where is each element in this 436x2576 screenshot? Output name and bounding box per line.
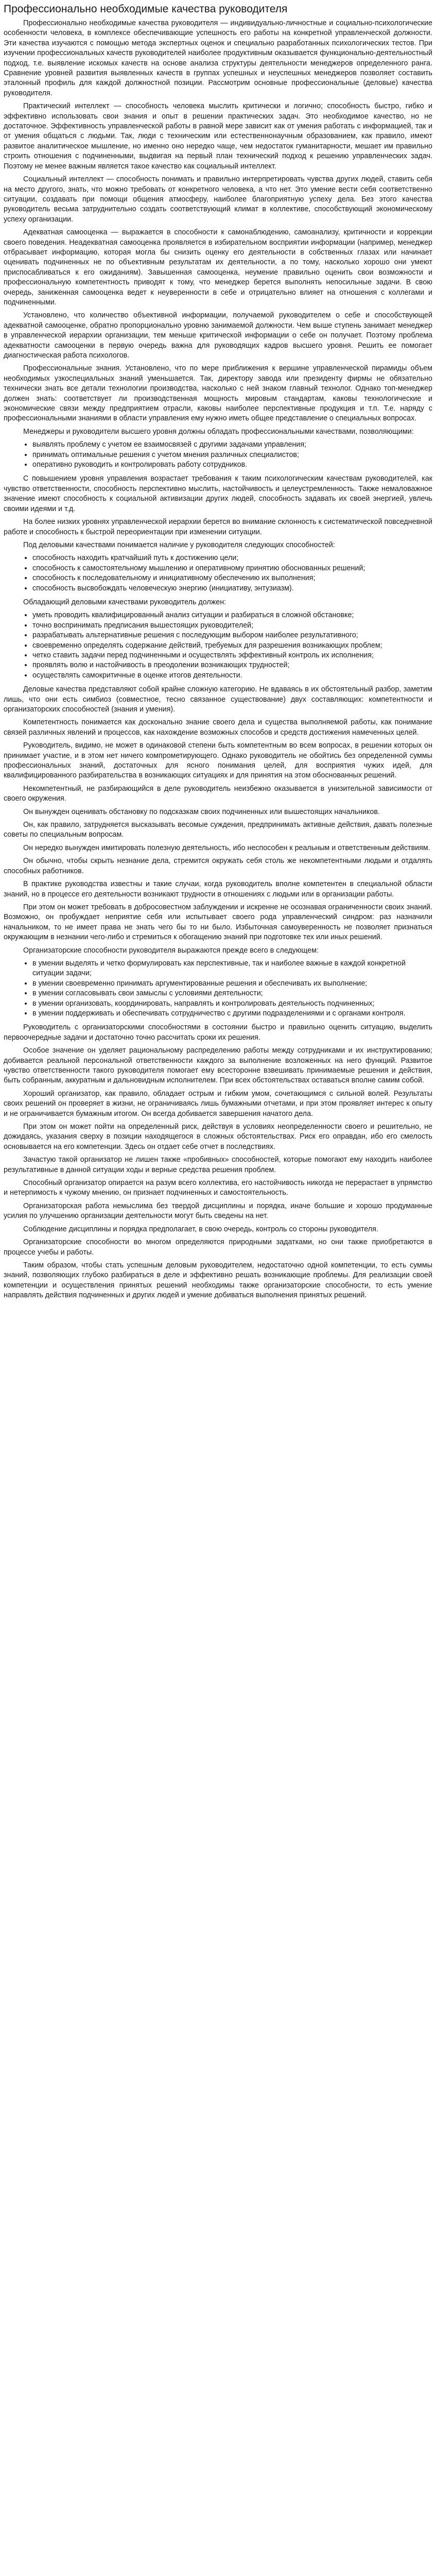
paragraph: Деловые качества представляют собой крайне сложную категорию. Не вдаваясь в их обстоятельный разбор, заметим лишь, что они есть симбиоз (совместное, тесно связанное существование) двух составляющих: компетентности и организаторских способностей (знания и умения). xyxy=(4,685,432,714)
paragraph: Социальный интеллект — способность понимать и правильно интерпретировать чувства других людей, ставить себя на место другого, знать, что можно требовать от конкретного человека, а что нет. Это умение вести себя соответственно ситуации, создавать при помощи общения атмосферу, наиболее благоприятную успеху дела. Без этого качества руководитель весьма затруднительно создать соответствующий климат в коллективе, способствующий экономическому успеху организации. xyxy=(4,175,432,224)
paragraph: Организаторские способности руководителя выражаются прежде всего в следующем: xyxy=(23,946,319,955)
list-item: • способность к последовательному и инициативному обеспечению их выполнения; xyxy=(32,573,432,583)
paragraph: Руководитель с организаторскими способностями в состоянии быстро и правильно оценить ситуацию, выделить первоочередные задачи и достаточно точно рассчитать сроки их решения. xyxy=(4,1023,432,1042)
list-item: • в умении поддерживать и обеспечивать сотрудничество с другими подразделениями и с органами контроля. xyxy=(32,1009,432,1019)
bullet-list xyxy=(4,959,432,1019)
paragraph: Он нередко вынужден имитировать полезную деятельность, ибо неспособен к реальным и ответственным действиям. xyxy=(23,843,430,852)
list-item: • принимать оптимальные решения с учетом мнения различных специалистов; xyxy=(32,450,432,460)
paragraph: В практике руководства известны и такие случаи, когда руководитель вполне компетентен в специальной области знаний, но в процессе его деятельности возникают трудности в отношениях с людьми или в организации работы. xyxy=(4,880,432,899)
paragraph: Особое значение он уделяет рациональному распределению работы между сотрудниками и их инструктированию; добивается реальной персональной ответственности каждого за выполнение возложенных на него функций. Развитое чувство ответственности такого руководителя помогает ему всесторонне взвешивать принимаемые решения и действия, быть собранным, аккуратным и дальновидным исполнителем. При всех обстоятельствах оставаться вполне самим собой. xyxy=(4,1046,432,1085)
list-item: • способность находить кратчайший путь к достижению цели; xyxy=(32,553,432,563)
paragraph: Обладающий деловыми качествами руководитель должен: xyxy=(23,598,226,606)
list-item: • в умении своевременно принимать аргументированные решения и обеспечивать их выполнение; xyxy=(32,979,432,989)
paragraph: Практический интеллект — способность человека мыслить критически и логично; способность быстро, гибко и эффективно использовать свои знания и опыт в решении практических задач. Это необходимое качество, но не достаточное. Эффективность управленческой работы в равной мере зависит как от умения работать с информацией, так и от умения общаться с людьми. Так, люди с техническим или естественнонаучным образованием, как правило, имеют развитое аналитическое мышление, но именно оно нередко чаще, чем недостаток гуманитарности, мешает им правильно строить отношения с подчиненными, выдвигая на первый план технический подход к решению управленческих задач. Поэтому не менее важным является такое качество как социальный интеллект. xyxy=(4,102,432,171)
list-item: • осуществлять самокритичные в оценке итогов деятельности. xyxy=(32,671,432,681)
list-item: • уметь проводить квалифицированный анализ ситуации и разбираться в сложной обстановке; xyxy=(32,611,432,620)
paragraph: Способный организатор опирается на разум всего коллектива, его настойчивость никогда не перерастает в упрямство и нетерпимость к чужому мнению, он признает подчиненных и самостоятельность. xyxy=(4,1179,432,1197)
list-item: • оперативно руководить и контролировать работу сотрудников. xyxy=(32,460,432,470)
paragraph: Таким образом, чтобы стать успешным деловым руководителем, недостаточно одной компетенции, то есть суммы знаний, позволяющих глубоко разбираться в деле и эффективно решать возникающие проблемы. Для реализации своей компетенции и осуществления принятых решений необходимы также организаторские способности, то есть умение направлять действия подчиненных и других людей и умение добиваться выполнения принятых решений. xyxy=(4,1261,432,1300)
paragraph: Профессионально необходимые качества руководителя — индивидуально-личностные и социально-психологические особенности человека, в комплексе обеспечивающие успешность его работы на конкретной управленческой должности. Эти качества изучаются с помощью метода экспертных оценок и специально разработанных психологических тестов. При изучении профессиональных качеств руководителей наиболее продуктивным оказывается функционально-деятельностный подход, т.е. выявление искомых качеств на основе анализа структуры деятельности менеджеров определенного ранга. Сравнение уровней развития выявленных качеств в группах успешных и неуспешных менеджеров позволяет составить эталонный профиль для каждой должностной позиции. Рассмотрим основные профессиональные (деловые) качества руководителя. xyxy=(4,19,432,97)
bullet-list xyxy=(4,611,432,681)
list-item: • в умении организовать, координировать, направлять и контролировать деятельность подчиненных; xyxy=(32,999,432,1009)
paragraph: Под деловыми качествами понимается наличие у руководителя следующих способностей: xyxy=(23,540,335,549)
paragraph: При этом он может пойти на определенный риск, действуя в условиях неопределенности своего и решительно, не дожидаясь, указания сверху в позиции находящегося в сложных обстоятельствах. Риск его оправдан, ибо его смелость основывается на его компетенции. Здесь он отдает себе отчет в последствиях. xyxy=(4,1123,432,1151)
paragraph: При этом он может требовать в добросовестном заблуждении и искренне не осознавая ограниченности своих знаний. Возможно, он пробуждает неприятие себя или испытывает своего рода управленческий синдром: раз назначили начальником, то не имеет права не знать чего бы то ни было. Избыточная самоуверенность не позволяет признаться окружающим в незнании чего-либо и стремиться к обогащению знаний при подготовке тех или иных решений. xyxy=(4,903,432,942)
bullet-list xyxy=(4,553,432,594)
paragraph: Некомпетентный, не разбирающийся в деле руководитель неизбежно оказывается в унизительной зависимости от своего окружения. xyxy=(4,784,432,803)
page-title: Профессионально необходимые качества руководителя xyxy=(4,3,288,15)
paragraph: Менеджеры и руководители высшего уровня должны обладать профессиональными качествами, позволяющими: xyxy=(23,427,414,436)
paragraph: Компетентность понимается как досконально знание своего дела и существа выполняемой работы, как понимание связей различных явлений и процессов, как нахождение возможных способов и средств достижения намеченных целей. xyxy=(4,718,432,737)
document-body xyxy=(4,19,432,1301)
paragraph: Соблюдение дисциплины и порядка предполагает, в свою очередь, контроль со стороны руководителя. xyxy=(23,1225,378,1233)
paragraph: Адекватная самооценка — выражается в способности к самонаблюдению, самоанализу, критичности и коррекции своего поведения. Неадекватная самооценка проявляется в избирательном восприятии информации (например, менеджер отбрасывает информацию, которая могла бы снизить оценку его деятельности в собственных глазах или начинает оценивать подчиненных не по объективным результатам их деятельности, а по тому, насколько хорошо они умеют приспосабливаться к его ожиданиям). Завышенная самооценка, неумение правильно оценить свои возможности и профессиональную компетентность приводят к тому, что менеджер берется выполнять непосильные задачи. В свою очередь, заниженная самооценка ведет к неуверенности в себе и отрицательно влияет на отношения с коллегами и подчиненными. xyxy=(4,228,432,307)
bullet-list xyxy=(4,440,432,470)
paragraph: Организаторская работа немыслима без твердой дисциплины и порядка, иначе большие и хорошо продуманные усилия по улучшению организации деятельности могут быть сведены на нет. xyxy=(4,1201,432,1221)
paragraph: Организаторские способности во многом определяются природными задатками, но они также приобретаются в процессе учебы и работы. xyxy=(4,1238,432,1257)
paragraph: На более низких уровнях управленческой иерархии берется во внимание склонность к систематической повседневной работе и способность к быстрой переориентации при изменении ситуации. xyxy=(4,518,432,536)
list-item: • разрабатывать альтернативные решения с последующим выбором наиболее результативного; xyxy=(32,631,432,640)
paragraph: С повышением уровня управления возрастает требования к таким психологическим качествам руководителей, как чувство ответственности, способность перспективно мыслить, настойчивость и целеустремленность. Также немаловажное значение имеют способность к социальной активизации других людей, способность задавать их своей энергией, увлечь своими идеями и т.д. xyxy=(4,474,432,513)
list-item: • своевременно определять содержание действий, требуемых для разрешения возникающих проблем; xyxy=(32,641,432,651)
list-item: • проявлять волю и настойчивость в преодолении возникающих трудностей; xyxy=(32,660,432,670)
list-item: • в умении выделять и четко формулировать как перспективные, так и наиболее важные в каждой конкретной ситуации задачи; xyxy=(32,959,432,979)
list-item: • выявлять проблему с учетом ее взаимосвязей с другими задачами управления; xyxy=(32,440,432,450)
paragraph: Хороший организатор, как правило, обладает острым и гибким умом, сочетающимся с сильной волей. Результаты своих решений он проверяет в жизни, не ограничиваясь лишь бумажными отчетами, и при этом проявляет интерес к опыту и не ограничивается бумажным итогом. Он всегда добивается завершения начатого дела. xyxy=(4,1089,432,1118)
list-item: • способность к самостоятельному мышлению и оперативному принятию обоснованных решений; xyxy=(32,564,432,573)
paragraph: Зачастую такой организатор не лишен также «пробивных» способностей, которые помогают ему находить наиболее результативные в данной ситуации ходы и верные средства решения проблем. xyxy=(4,1156,432,1174)
list-item: • способность высвобождать человеческую энергию (инициативу, энтузиазм). xyxy=(32,584,432,594)
list-item: • точно воспринимать предписания вышестоящих руководителей; xyxy=(32,621,432,631)
paragraph: Он вынужден оценивать обстановку по подсказкам своих подчиненных или вышестоящих начальников. xyxy=(23,807,380,816)
paragraph: Профессиональные знания. Установлено, что по мере приближения к вершине управленческой пирамиды объем необходимых узкоспециальных знаний уменьшается. Так, директору завода или президенту фирмы не обязательно технически знать все детали технологии производства, насколько с ней знаком главный технолог. Однако топ-менеджер должен знать: соответствует ли производственная мощность мировым стандартам, каковы технологические и экономические связи между предприятием отрасли, каковы наиболее перспективные продукция и т.п. Т.е. наряду с профессиональными знаниями в области управления ему нужно иметь общее представление о специальных вопросах. xyxy=(4,364,432,423)
list-item: • четко ставить задачи перед подчиненными и осуществлять эффективный контроль их исполнения; xyxy=(32,651,432,660)
paragraph: Он обычно, чтобы скрыть незнание дела, стремится окружать себя столь же некомпетентными людьми и отдалять способных работников. xyxy=(4,857,432,875)
paragraph: Он, как правило, затрудняется высказывать весомые суждения, предпринимать активные действия, давать полезные советы по специальным вопросам. xyxy=(4,821,432,839)
paragraph: Руководитель, видимо, не может в одинаковой степени быть компетентным во всем вопросах, в решении которых он принимает участие, и в этом нет ничего компрометирующего. Однако руководитель не обойтись без определенной суммы профессиональных знаний, достаточных для ясного понимания целей, для восприятия чужих идей, для квалифицированного разбирательства в возникающих ситуациях и для принятия на этом обоснованных решений. xyxy=(4,741,432,780)
list-item: • в умении согласовывать свои замыслы с условиями деятельности; xyxy=(32,989,432,998)
paragraph: Установлено, что количество объективной информации, получаемой руководителем о себе и способствующей адекватной самооценке, обратно пропорционально уровню занимаемой должности. Чем выше ступень занимает менеджер в управленческой иерархии организации, тем меньше критической информации о себе он получает. Поэтому проблема адекватности самооценки в первую очередь важна для руководящих кадров высшего уровня. Решить ее помогает диагностическая работа психологов. xyxy=(4,311,432,360)
